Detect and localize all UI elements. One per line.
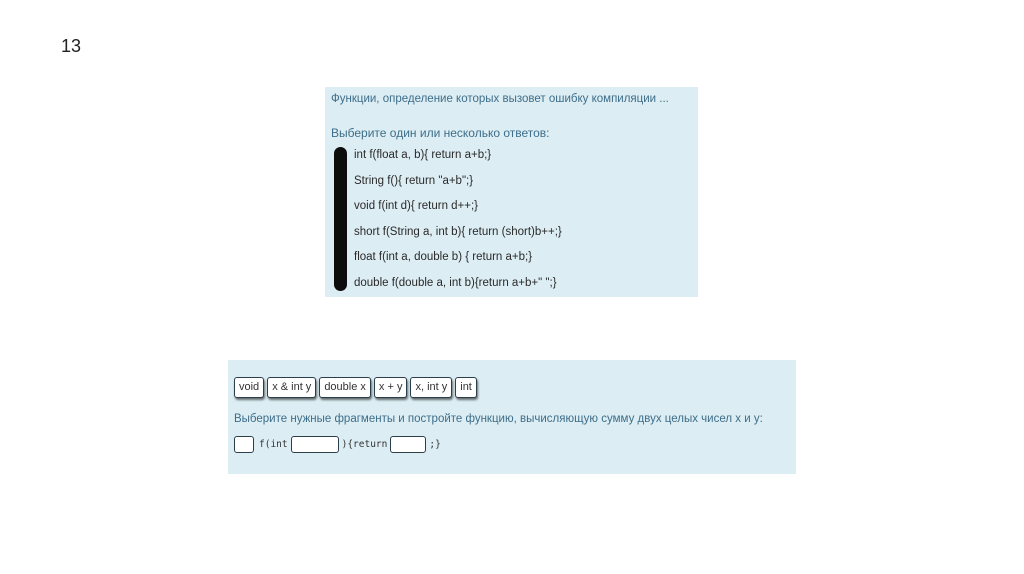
answer-options bbox=[354, 147, 562, 300]
fragment-bank bbox=[234, 377, 477, 398]
code-text: ;} bbox=[429, 439, 441, 450]
slide-number: 13 bbox=[61, 36, 82, 56]
answer-option-5[interactable]: float f(int a, double b) { return a+b;} bbox=[354, 251, 533, 263]
fragment-chip[interactable]: void bbox=[234, 377, 264, 398]
answer-option-2[interactable]: String f(){ return "a+b";} bbox=[354, 174, 474, 187]
fragment-chip[interactable]: x + y bbox=[374, 377, 408, 398]
drop-slot-1[interactable] bbox=[234, 436, 254, 453]
code-text: f(int bbox=[259, 439, 288, 450]
fragment-chip[interactable]: double x bbox=[319, 377, 371, 398]
drop-slot-2[interactable] bbox=[291, 436, 339, 453]
answer-option-4[interactable]: short f(String a, int b){ return (short)b++;} bbox=[354, 225, 562, 238]
answer-option-6[interactable]: double f(double a, int b){return a+b+" ";} bbox=[354, 276, 557, 289]
drop-slot-3[interactable] bbox=[390, 436, 426, 453]
multiple-choice-question bbox=[325, 87, 698, 297]
drag-drop-question bbox=[228, 360, 796, 474]
answer-option-1[interactable]: int f(float a, b){ return a+b;} bbox=[354, 149, 492, 161]
fragment-chip[interactable]: x & int y bbox=[267, 377, 316, 398]
answer-instruction: Выберите один или несколько ответов: bbox=[331, 126, 550, 140]
question-title: Функции, определение которых вызовет ошибку компиляции ... bbox=[331, 93, 669, 105]
fragment-chip[interactable]: int bbox=[455, 377, 477, 398]
fragment-chip[interactable]: x, int y bbox=[410, 377, 452, 398]
code-text: ){return bbox=[341, 439, 388, 450]
code-template bbox=[234, 436, 444, 453]
selection-bar bbox=[334, 147, 347, 291]
question-instruction: Выберите нужные фрагменты и постройте функцию, вычисляющую сумму двух целых чисел x и y: bbox=[234, 413, 763, 425]
answer-option-3[interactable]: void f(int d){ return d++;} bbox=[354, 200, 479, 212]
